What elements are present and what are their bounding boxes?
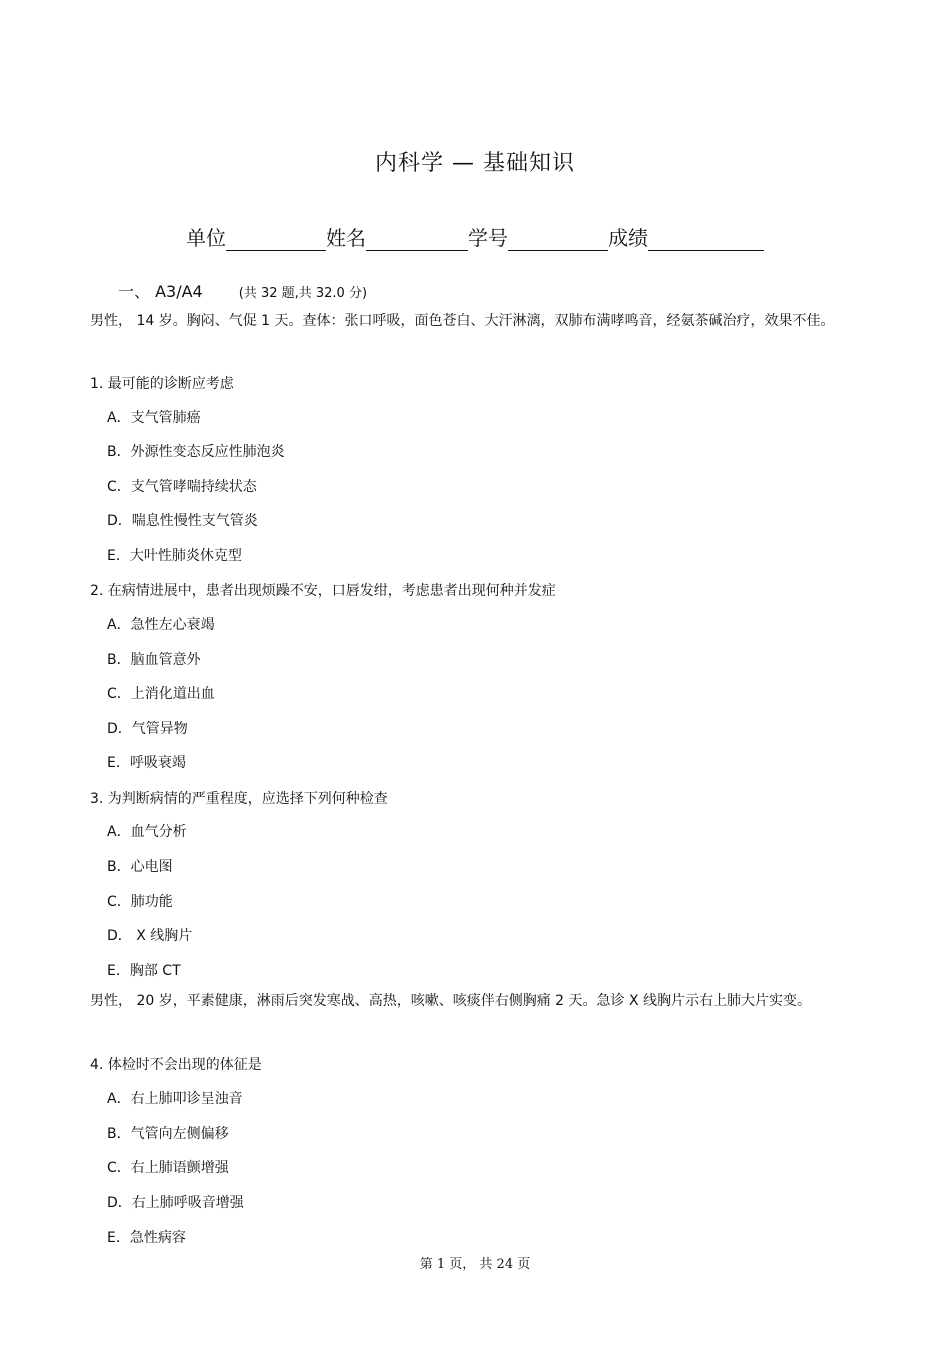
question-2: 2. 在病情进展中，患者出现烦躁不安，口唇发绀，考虑患者出现何种并发症 [90,583,556,599]
score-label: 成绩 [608,226,648,250]
question-4: 4. 体检时不会出现的体征是 [90,1057,262,1073]
unit-blank [226,228,326,251]
case-description-1: 男性， 14 岁。胸闷、气促 1 天。查体：张口呼吸，面色苍白、大汗淋漓，双肺布满哮鸣音，经氨茶碱治疗，效果不佳。 [90,313,835,329]
question-1-option-e: E．大叶性肺炎休克型 [107,548,242,564]
student-info-row [186,222,806,251]
question-2-option-b: B．脑血管意外 [107,652,201,668]
question-2-option-a: A．急性左心衰竭 [107,617,215,633]
section-heading [118,279,367,302]
name-label: 姓名 [326,226,366,250]
section-title: 一、 A3/A4 [118,282,203,301]
question-3-option-d: D． X 线胸片 [107,928,193,944]
question-4-option-e: E．急性病容 [107,1230,186,1246]
question-4-option-b: B．气管向左侧偏移 [107,1126,229,1142]
question-2-option-e: E．呼吸衰竭 [107,755,186,771]
question-3: 3. 为判断病情的严重程度，应选择下列何种检查 [90,791,388,807]
question-4-option-c: C．右上肺语颤增强 [107,1160,229,1176]
question-2-option-c: C．上消化道出血 [107,686,215,702]
page-footer: 第 1 页， 共 24 页 [419,1257,531,1272]
question-4-option-a: A．右上肺叩诊呈浊音 [107,1091,243,1107]
question-4-option-d: D．右上肺呼吸音增强 [107,1195,244,1211]
case-description-2: 男性， 20 岁，平素健康，淋雨后突发寒战、高热，咳嗽、咳痰伴右侧胸痛 2 天。急诊 X 线胸片示右上肺大片实变。 [90,993,812,1009]
question-1: 1. 最可能的诊断应考虑 [90,376,234,392]
question-3-option-a: A．血气分析 [107,824,187,840]
page-title: 内科学 — 基础知识 [375,151,575,176]
question-1-option-c: C．支气管哮喘持续状态 [107,479,257,495]
question-3-option-c: C．肺功能 [107,894,173,910]
score-blank [648,228,764,251]
id-blank [508,228,608,251]
question-1-option-a: A．支气管肺癌 [107,410,201,426]
name-blank [366,228,468,251]
id-label: 学号 [468,226,508,250]
section-detail: (共 32 题,共 32.0 分) [238,286,368,301]
question-2-option-d: D．气管异物 [107,721,188,737]
question-3-option-b: B．心电图 [107,859,173,875]
unit-label: 单位 [186,226,226,250]
question-3-option-e: E．胸部 CT [107,963,181,979]
question-1-option-b: B．外源性变态反应性肺泡炎 [107,444,285,460]
question-1-option-d: D．喘息性慢性支气管炎 [107,513,258,529]
